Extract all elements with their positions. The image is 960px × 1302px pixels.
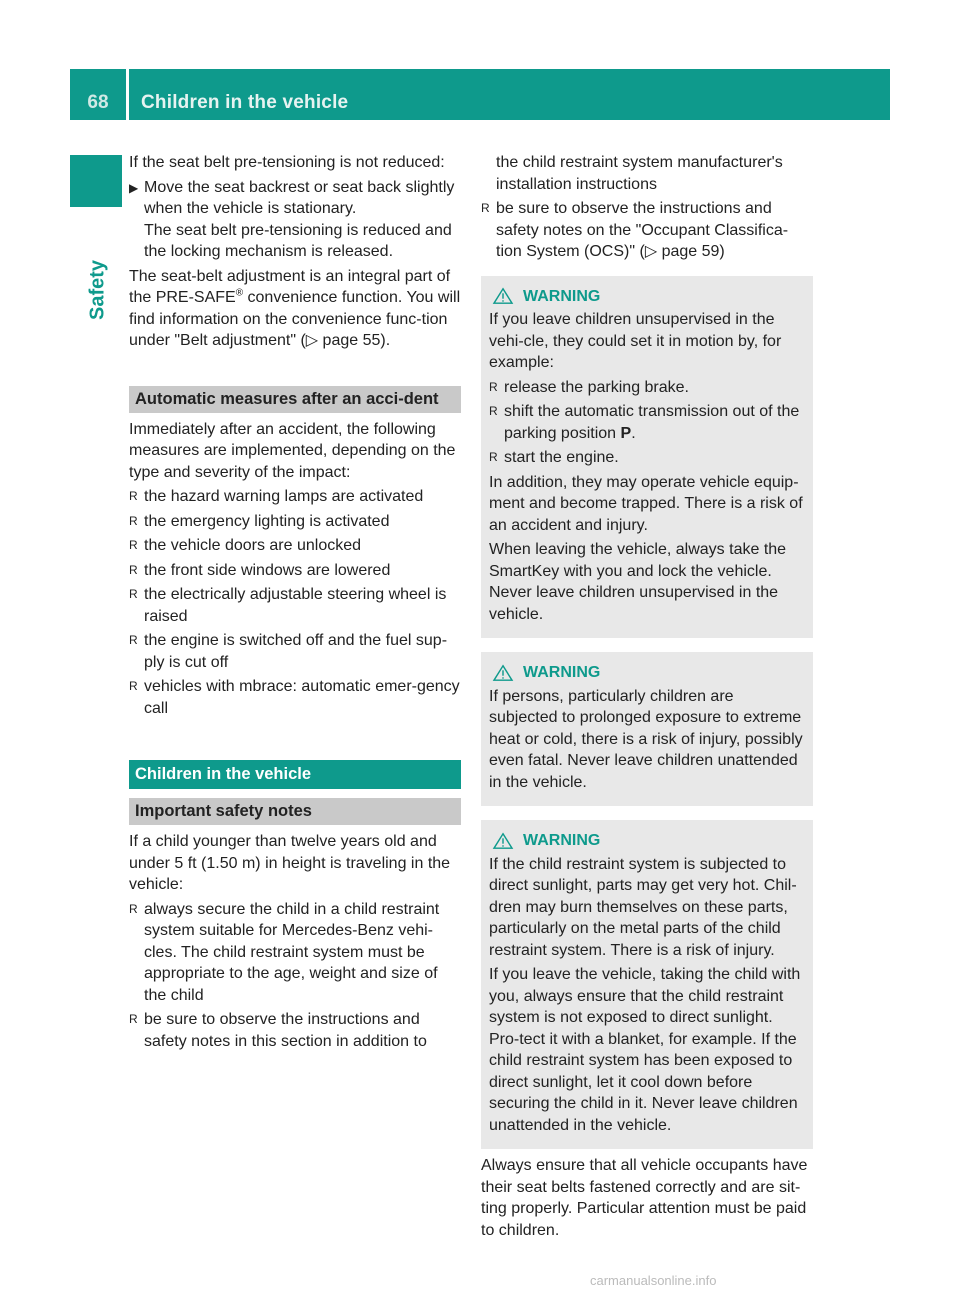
step-item <box>129 177 461 263</box>
warning-triangle-icon <box>491 287 515 305</box>
list-item: R shift the automatic transmission out of the parking position P. <box>489 403 800 442</box>
bullet-icon: R <box>129 901 138 916</box>
warning-text: In addition, they may operate vehicle equip-ment and become trapped. There is a risk of an accident and injury. <box>489 473 803 534</box>
section-heading-automatic-measures: Automatic measures after an acci-dent <box>129 386 461 413</box>
bullet-icon: R <box>481 201 490 215</box>
bullet-icon: R <box>489 379 498 394</box>
left-column <box>129 152 461 1055</box>
warning-title: WARNING <box>489 830 805 852</box>
bullet-icon: R <box>489 450 498 464</box>
section-label: Safety <box>86 259 109 321</box>
arrow-right-icon: ▶ <box>129 180 139 195</box>
section-heading-children: Children in the vehicle <box>129 760 461 789</box>
list-item: R the electrically adjustable steering wheel is raised <box>129 586 447 625</box>
list-item: R the emergency lighting is activated <box>129 511 461 533</box>
list-item: R be sure to observe the instructions and safety notes in this section in addition to <box>129 1011 427 1050</box>
step-text: Move the seat backrest or seat back slightly when the vehicle is stationary. <box>144 178 455 217</box>
warning-title: WARNING <box>489 286 805 308</box>
bullet-icon: R <box>129 562 138 577</box>
presafe-text: The seat-belt adjustment is an integral part of the PRE-SAFE® convenience function. You will find information on the convenience func-tion under "Belt adjustment" (▷ page 55). <box>129 267 461 349</box>
warning-box <box>481 276 813 639</box>
list-item: R be sure to observe the instructions and safety notes on the "Occupant Classifica-tion System (OCS)" (▷ page 59) <box>481 200 789 260</box>
warning-text: If persons, particularly children are subjected to prolonged exposure to extreme heat or cold, there is a risk of injury, possibly even fatal. Never leave children unattended in the vehicle. <box>489 687 803 791</box>
auto-intro: Immediately after an accident, the following measures are implemented, depending on the type and severity of the impact: <box>129 420 456 481</box>
list-item: R vehicles with mbrace: automatic emer-gency call <box>129 678 460 717</box>
bullet-icon: R <box>489 404 498 418</box>
warning-box <box>481 820 813 1149</box>
warning-box <box>481 652 813 806</box>
warning-text: If you leave the vehicle, taking the child with you, always ensure that the child restraint system is not exposed to direct sunlight. Pro-tect it with a blanket, for example. If the child restraint system has been exposed to direct sunlight, let it cool down before securing the child in it. Never leave children unattended in the vehicle. <box>489 966 801 1134</box>
safety-intro: If a child younger than twelve years old and under 5 ft (1.50 m) in height is traveling in the vehicle: <box>129 833 451 893</box>
list-item: R start the engine. <box>489 447 805 469</box>
page-title: Children in the vehicle <box>141 92 349 113</box>
list-item: R the front side windows are lowered <box>129 560 461 582</box>
bullet-icon: R <box>129 1012 138 1026</box>
footer-watermark: carmanualsonline.info <box>590 1273 717 1288</box>
right-column <box>481 152 813 1244</box>
bullet-icon: R <box>129 513 138 528</box>
closing-text: Always ensure that all vehicle occupants have their seat belts fastened correctly and are sit-ting properly. Particular attention must be paid to children. <box>481 1157 808 1239</box>
section-heading-safety-notes: Important safety notes <box>129 798 461 825</box>
warning-triangle-icon <box>491 832 515 850</box>
bullet-icon: R <box>129 679 138 693</box>
intro-text: If the seat belt pre-tensioning is not reduced: <box>129 154 445 171</box>
step-result: The seat belt pre-tensioning is reduced and the locking mechanism is released. <box>144 221 452 260</box>
side-tab <box>70 155 122 207</box>
header-divider <box>126 69 129 120</box>
bullet-icon: R <box>129 489 138 503</box>
list-item: R the hazard warning lamps are activated <box>129 486 461 508</box>
bullet-icon: R <box>129 587 138 601</box>
warning-title: WARNING <box>489 662 805 684</box>
bullet-icon: R <box>129 633 138 647</box>
warning-text: If you leave children unsupervised in the vehi-cle, they could set it in motion by, for example: <box>489 311 782 371</box>
warning-text: When leaving the vehicle, always take the SmartKey with you and lock the vehicle. Never leave children unsupervised in the vehicle. <box>489 541 787 623</box>
list-item: R release the parking brake. <box>489 377 805 399</box>
warning-text: If the child restraint system is subjected to direct sunlight, parts may get very hot. Chil-dren may burn themselves on these parts, particularly on the metal parts of the child restraint system. There is a risk of injury. <box>489 855 797 959</box>
page-ref-arrow-icon: ▷ <box>644 243 658 260</box>
page-number: 68 <box>87 92 109 113</box>
list-item: R the engine is switched off and the fuel sup-ply is cut off <box>129 632 448 671</box>
list-item: R the vehicle doors are unlocked <box>129 535 461 557</box>
list-item: R always secure the child in a child restraint system suitable for Mercedes-Benz vehi-cles. The child restraint system must be appropriate to the age, weight and size of the child <box>129 900 440 1004</box>
page-ref-arrow-icon: ▷ <box>305 332 319 349</box>
list-item-continued: the child restraint system manufacturer's installation instructions <box>496 154 783 193</box>
warning-triangle-icon <box>491 664 515 682</box>
bullet-icon: R <box>129 538 138 552</box>
